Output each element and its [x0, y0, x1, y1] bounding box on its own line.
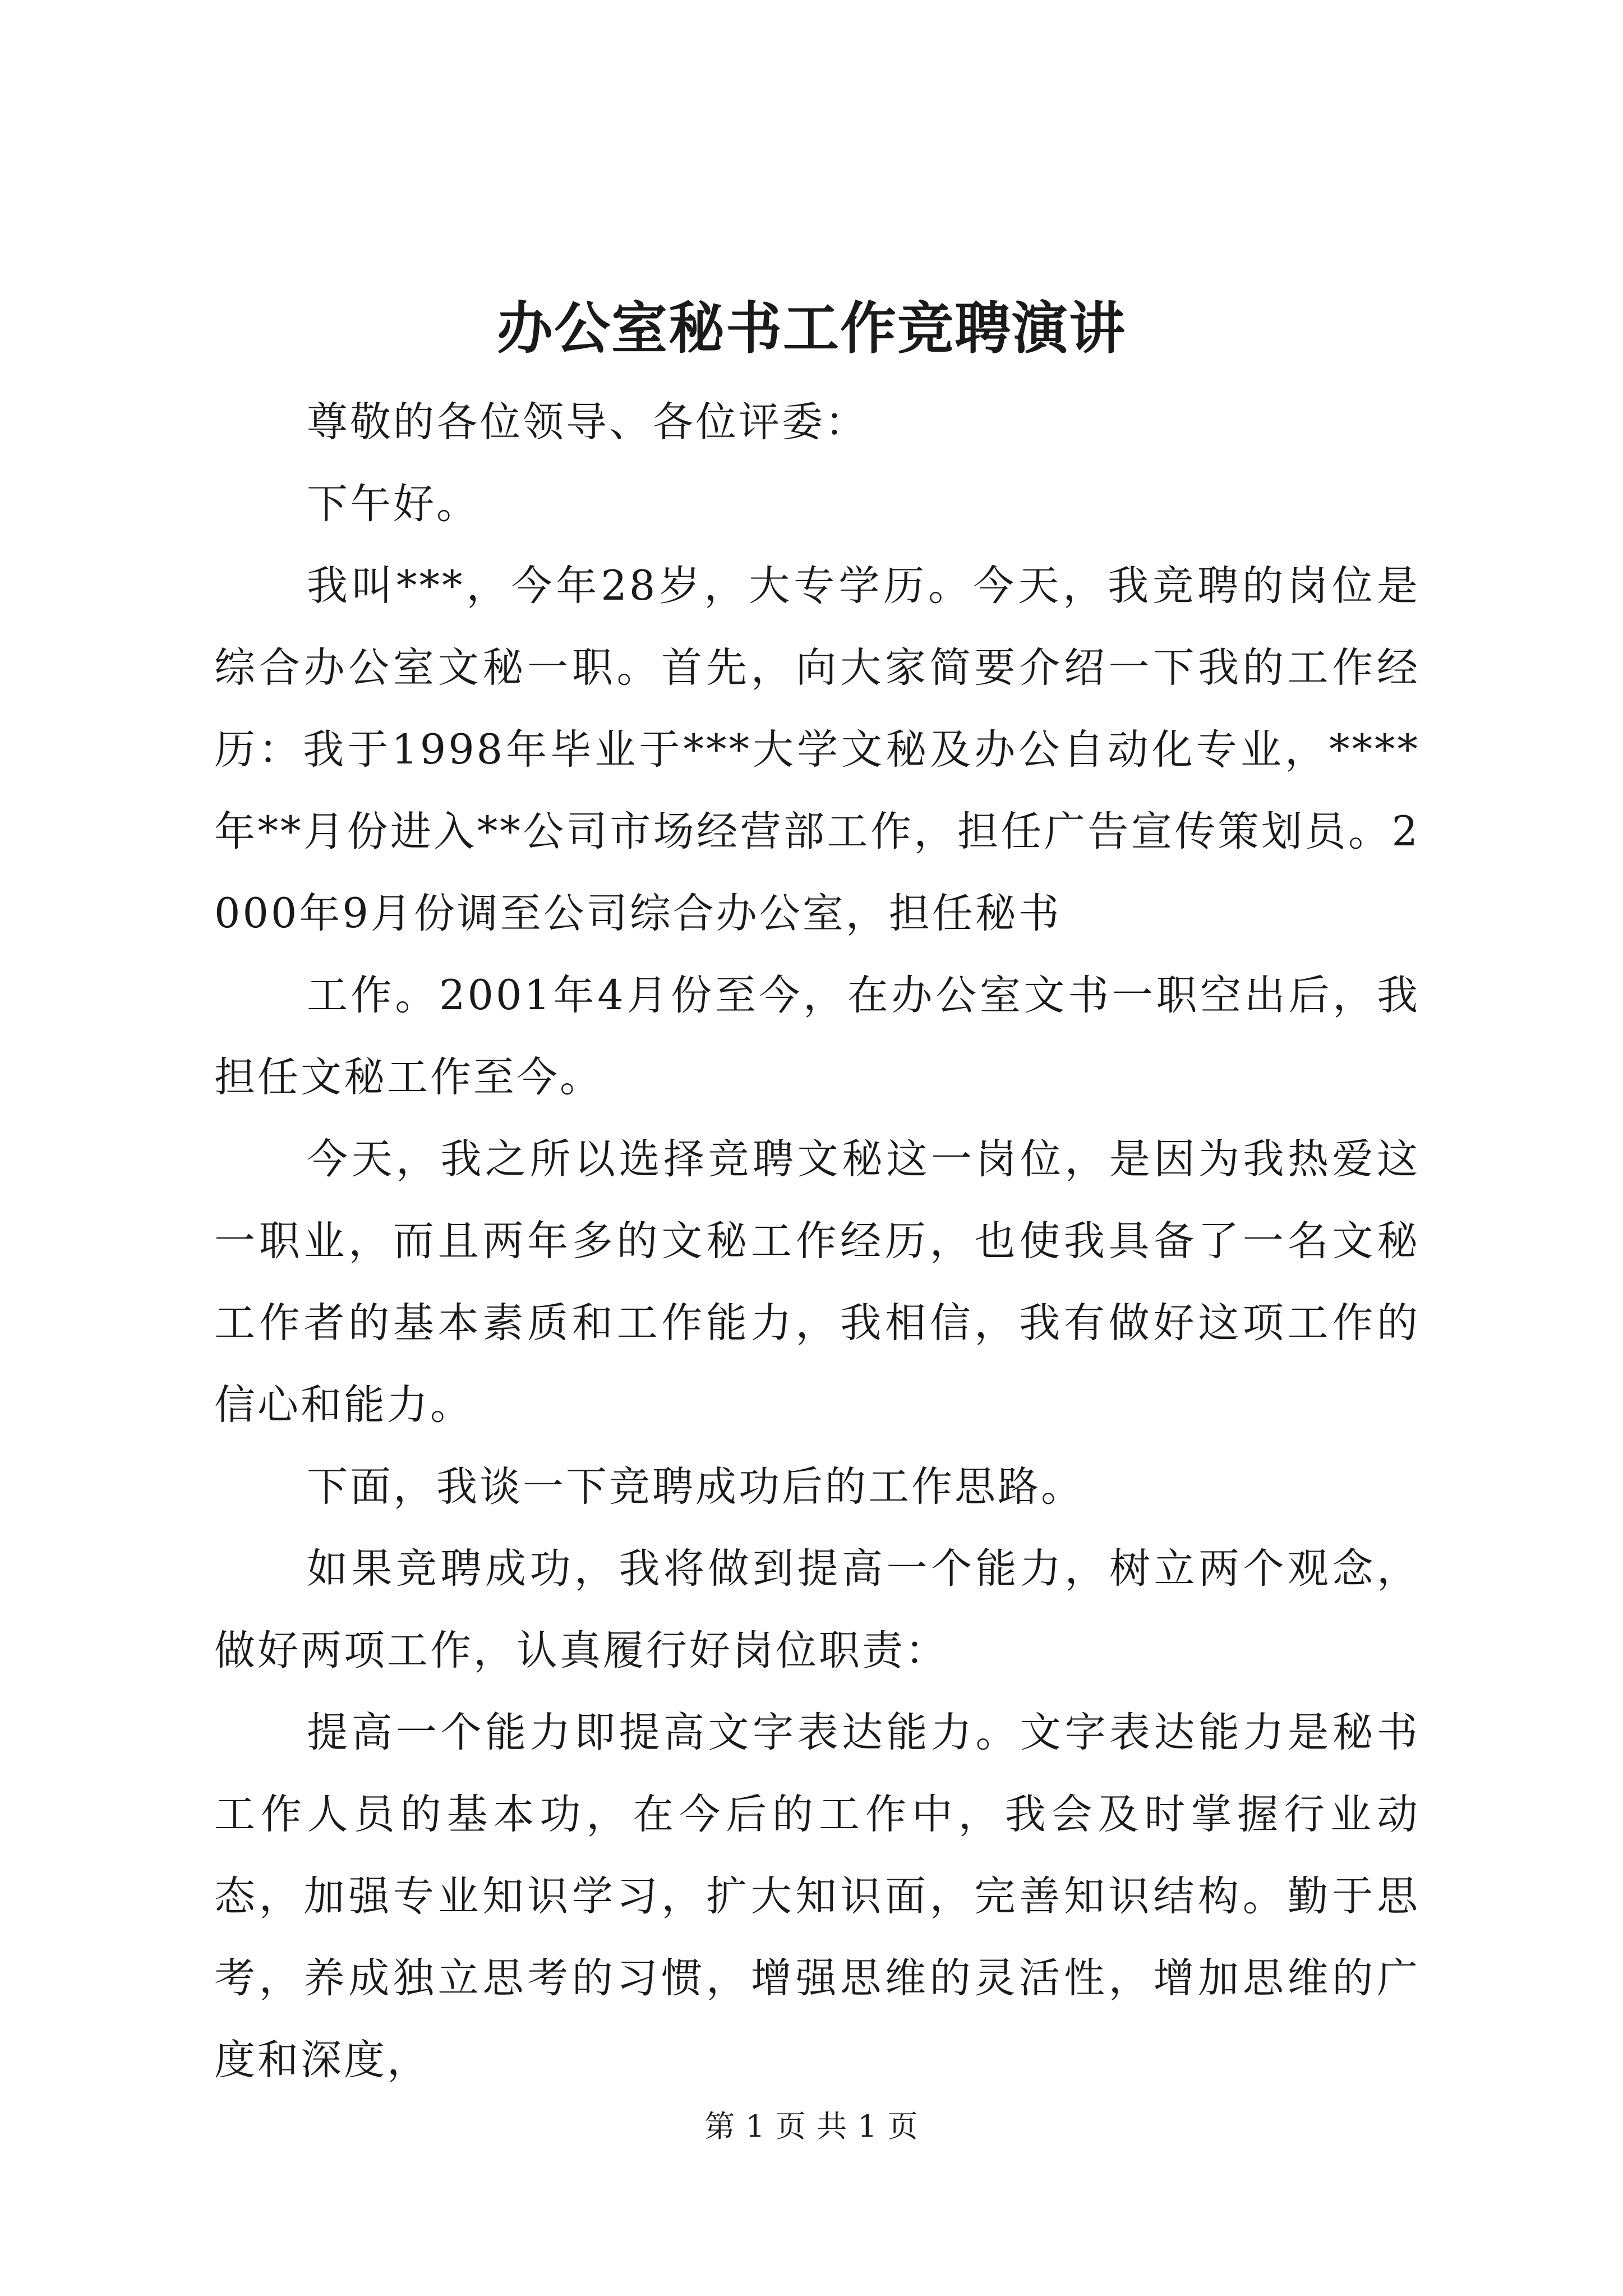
document-body [214, 381, 1420, 2101]
paragraph-commitments: 如果竞聘成功，我将做到提高一个能力，树立两个观念，做好两项工作，认真履行好岗位职责： [214, 1545, 1420, 1674]
paragraph-motivation: 今天，我之所以选择竞聘文秘这一岗位，是因为我热爱这一职业，而且两年多的文秘工作经历，也使我具备了一名文秘工作者的基本素质和工作能力，我相信，我有做好这项工作的信心和能力。 [214, 1135, 1420, 1429]
paragraph-work-plan-intro: 下面，我谈一下竞聘成功后的工作思路。 [307, 1463, 1084, 1511]
paragraph-introduction: 我叫***，今年28岁，大专学历。今天，我竞聘的岗位是综合办公室文秘一职。首先，向大家简要介绍一下我的工作经历：我于1998年毕业于***大学文秘及办公自动化专业，****年**月份进入**公司市场经营部工作，担任广告宣传策划员。2000年9月份调至公司综合办公室，担任秘书 [214, 562, 1420, 937]
document-title: 办公室秘书工作竞聘演讲 [497, 295, 1126, 361]
paragraph-work-history: 工作。2001年4月份至今，在办公室文书一职空出后，我担任文秘工作至今。 [214, 972, 1420, 1101]
page-footer: 第 1 页 共 1 页 [704, 2109, 919, 2144]
paragraph-writing-ability: 提高一个能力即提高文字表达能力。文字表达能力是秘书工作人员的基本功，在今后的工作中，我会及时掌握行业动态，加强专业知识学习，扩大知识面，完善知识结构。勤于思考，养成独立思考的习惯，增强思维的灵活性，增加思维的广度和深度， [214, 1709, 1420, 2084]
paragraph-salutation: 尊敬的各位领导、各位评委： [307, 398, 868, 446]
paragraph-greeting: 下午好。 [307, 480, 479, 528]
